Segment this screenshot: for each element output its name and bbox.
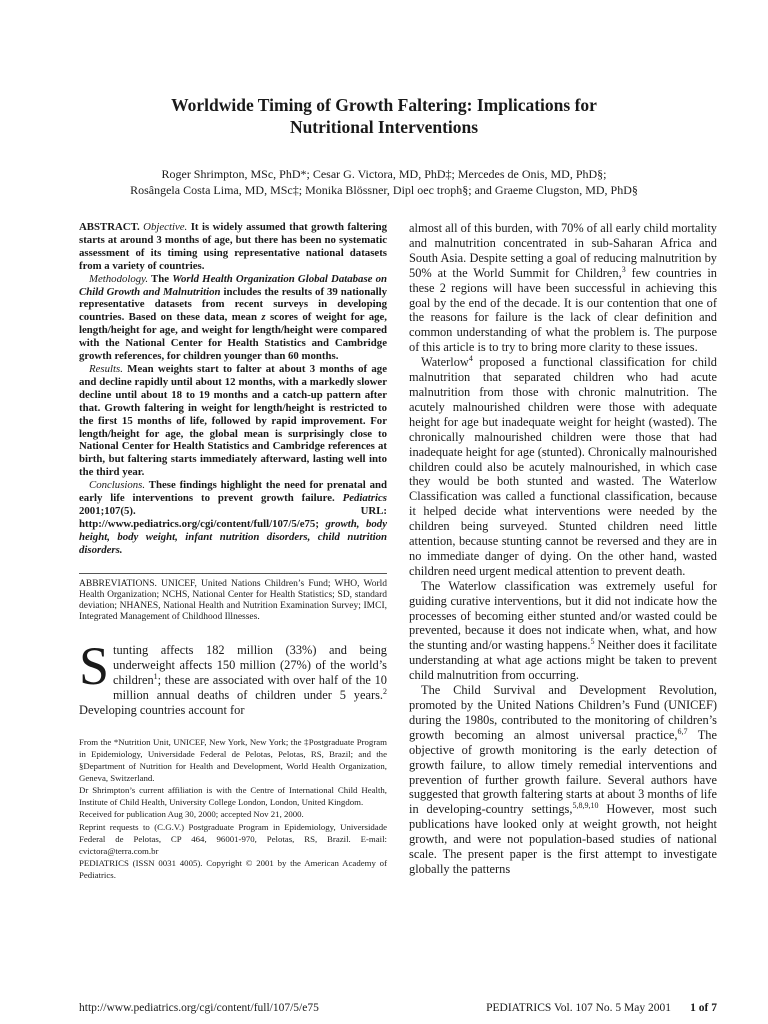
- abstract-objective: [79, 221, 387, 273]
- methodology-text-1: includes the results of 39 nationally representative datasets from recent surveys in developing countries. Based on these data, mean: [79, 285, 388, 324]
- conclusions-label: Conclusions.: [89, 479, 146, 492]
- citation-url: 2001;107(5). URL: http://www.pediatrics.org/cgi/content/full/107/5/e75;: [79, 504, 387, 530]
- z-symbol: z: [261, 311, 266, 324]
- ref-5-8-9-10: 5,8,9,10: [572, 801, 599, 811]
- p2-text-b: proposed a functional classification for child malnutrition that separated children who had acute malnutrition from those with chronic malnutrition. The acutely malnourished children were those with adequate height for age but inadequate weight for height (wasted). The chronically malnourished children were those that had inadequate height for age (stunted). Chronically malnourished children could also be acutely malnourished, in which case they would be both stunted and wasted. The Waterlow Classification was called a functional classification, because it helped decide what interventions were needed by the children being surveyed. Stunted children need little attention, because stunting cannot be reversed and they are in no immediate danger of dying. On the other hand, wasted children need urgent medical attention to prevent death.: [409, 355, 717, 578]
- authors-line-2: Rosângela Costa Lima, MD, MSc‡; Monika Blössner, Dipl oec troph§; and Graeme Clugston, MD, PhD§: [130, 183, 638, 197]
- abstract-results: [79, 363, 387, 479]
- abbreviations: ABBREVIATIONS. UNICEF, United Nations Children’s Fund; WHO, World Health Organization; NCHS, National Center for Health Statistics; SD, standard deviation; NHANES, National Health and Nutrition Examination Survey; IMCI, Integrated Management of Childhood Illnesses.: [79, 573, 387, 624]
- intro-text-3: Developing countries account for: [79, 703, 245, 717]
- ref-3: 3: [621, 264, 626, 274]
- left-column: [79, 221, 387, 881]
- footnote-copyright: PEDIATRICS (ISSN 0031 4005). Copyright © 2001 by the American Academy of Pediatrics.: [79, 857, 387, 880]
- footer-url-link[interactable]: http://www.pediatrics.org/cgi/content/full/107/5/e75: [79, 1002, 319, 1014]
- footnote-current-affiliation: Dr Shrimpton’s current affiliation is with the Centre of International Child Health, Institute of Child Health, University College London, London, United Kingdom.: [79, 785, 387, 808]
- methodology-pre: The: [151, 272, 170, 285]
- p3-text-b: Neither does it facilitate understanding at what age actions might be taken to prevent child malnutrition from occurring.: [409, 638, 717, 683]
- body-paragraph-3: [409, 579, 717, 683]
- p4-text-c: However, most such publications have looked only at weight growth, not height growth, and were not population-based studies of national scale. The present paper is the first attempt to investigate globally the patterns: [409, 802, 717, 876]
- ref-1: 1: [153, 672, 158, 682]
- footnote-affiliations: From the *Nutrition Unit, UNICEF, New York, New York; the ‡Postgraduate Program in Epidemiology, Universidade Federal de Pelotas, Pelotas, RS, Brazil; and the §Department of Nutrition for Health and Development, World Health Organization, Geneva, Switzerland.: [79, 736, 387, 784]
- intro-text-2: ; these are associated with over half of the 10 million annual deaths of children under 5 years.: [113, 673, 387, 703]
- article-title: [80, 94, 688, 138]
- footnote-received: Received for publication Aug 30, 2000; accepted Nov 21, 2000.: [79, 809, 304, 820]
- abstract-conclusions: [79, 479, 387, 556]
- p2-text-a: Waterlow: [421, 355, 469, 370]
- footnotes: [79, 736, 387, 881]
- title-line-2: Nutritional Interventions: [289, 117, 479, 137]
- page-number: 1 of 7: [690, 1002, 717, 1014]
- footnote-reprints: Reprint requests to (C.G.V.) Postgraduate Program in Epidemiology, Universidade Federal de Pelotas, CP 464, 96001-970, Pelotas, RS, Brazil. E-mail: cvictora@terra.com.br: [79, 821, 387, 856]
- p1-text-a: almost all of this burden, with 70% of all early child mortality and malnutrition concentrated in sub-Saharan Africa and South Asia. Despite setting a goal of reducing malnutrition by 50% at the World Summit for Children,: [409, 221, 717, 280]
- p4-text-a: The Child Survival and Development Revolution, promoted by the United Nations Children’s Fund (UNICEF) during the 1980s, contributed to the monitoring of children’s growth becoming an almost universal practice,: [409, 683, 717, 742]
- abstract-methodology: [79, 273, 387, 363]
- keywords: growth, body height, body weight, infant nutrition disorders, child nutrition disorders.: [79, 517, 387, 556]
- right-column: [409, 221, 717, 877]
- journal-name: Pediatrics: [342, 492, 387, 505]
- ref-6-7: 6,7: [677, 726, 688, 736]
- database-name: World Health Organization Global Database on Child Growth and Malnutrition: [79, 272, 387, 298]
- p3-text-a: The Waterlow classification was extremely useful for guiding curative interventions, but it did not indicate how the processes of becoming either stunted and/or wasted could be prevented, because it does not indicate when, what, and how the stunting and/or wasting happens.: [409, 578, 717, 653]
- p1-text-b: few countries in these 2 regions will have been successful in achieving this goal by the end of the decade. It is our contention that one of the reasons for failure is the lack of clear definition and common understanding of what the problem is. The purpose of this article is to try to bring more clarity to these issues.: [409, 265, 717, 355]
- methodology-text-2: scores of weight for age, length/height for age, and weight for length/height were compared with the National Center for Health Statistics and Cambridge growth references, for children younger than 60 months.: [79, 311, 388, 363]
- abstract-label: ABSTRACT.: [79, 221, 140, 233]
- intro-text: [79, 636, 387, 717]
- ref-5: 5: [590, 637, 595, 647]
- objective-text: It is widely assumed that growth faltering starts at around 3 months of age, but there has been no systematic assessment of its timing using representative national datasets from a variety of countries.: [79, 221, 388, 272]
- results-text: Mean weights start to falter at about 3 months of age and decline rapidly until about 12 months, with a markedly slower decline until about 18 to 19 months and a catch-up pattern after that. Growth faltering in weight for length/height is restricted to the first 15 months of life, followed by rapid improvement. For length/height for age, the global mean is surprisingly close to National Center for Health Statistics and Cambridge references at birth, but faltering starts immediately afterward, lasting well into the third year.: [79, 362, 387, 479]
- author-list: [70, 166, 698, 198]
- title-line-1: Worldwide Timing of Growth Faltering: Implications for: [171, 95, 597, 115]
- methodology-label: Methodology.: [89, 272, 149, 285]
- introduction: [79, 636, 387, 718]
- footer-journal: PEDIATRICS Vol. 107 No. 5 May 2001: [486, 1002, 671, 1014]
- results-label: Results.: [89, 362, 123, 375]
- body-paragraph-1: [409, 221, 717, 355]
- body-paragraph-2: [409, 355, 717, 579]
- ref-2: 2: [383, 686, 387, 696]
- authors-line-1: Roger Shrimpton, MSc, PhD*; Cesar G. Victora, MD, PhD‡; Mercedes de Onis, MD, PhD§;: [161, 167, 607, 181]
- body-paragraph-4: [409, 683, 717, 877]
- ref-4: 4: [468, 354, 473, 364]
- drop-cap: S: [79, 636, 110, 697]
- objective-label: Objective.: [143, 221, 188, 233]
- abstract: [79, 221, 387, 557]
- conclusions-text: These findings highlight the need for prenatal and early life interventions to prevent growth failure.: [79, 479, 387, 505]
- intro-text-1: tunting affects 182 million (33%) and being underweight affects 150 million (27%) of the world’s children: [113, 643, 387, 688]
- p4-text-b: The objective of growth monitoring is the early detection of growth failure, to allow timely remedial interventions and prevention of further growth failure. Several authors have suggested that growth faltering starts at about 3 months of life in developing-country settings,: [409, 727, 717, 817]
